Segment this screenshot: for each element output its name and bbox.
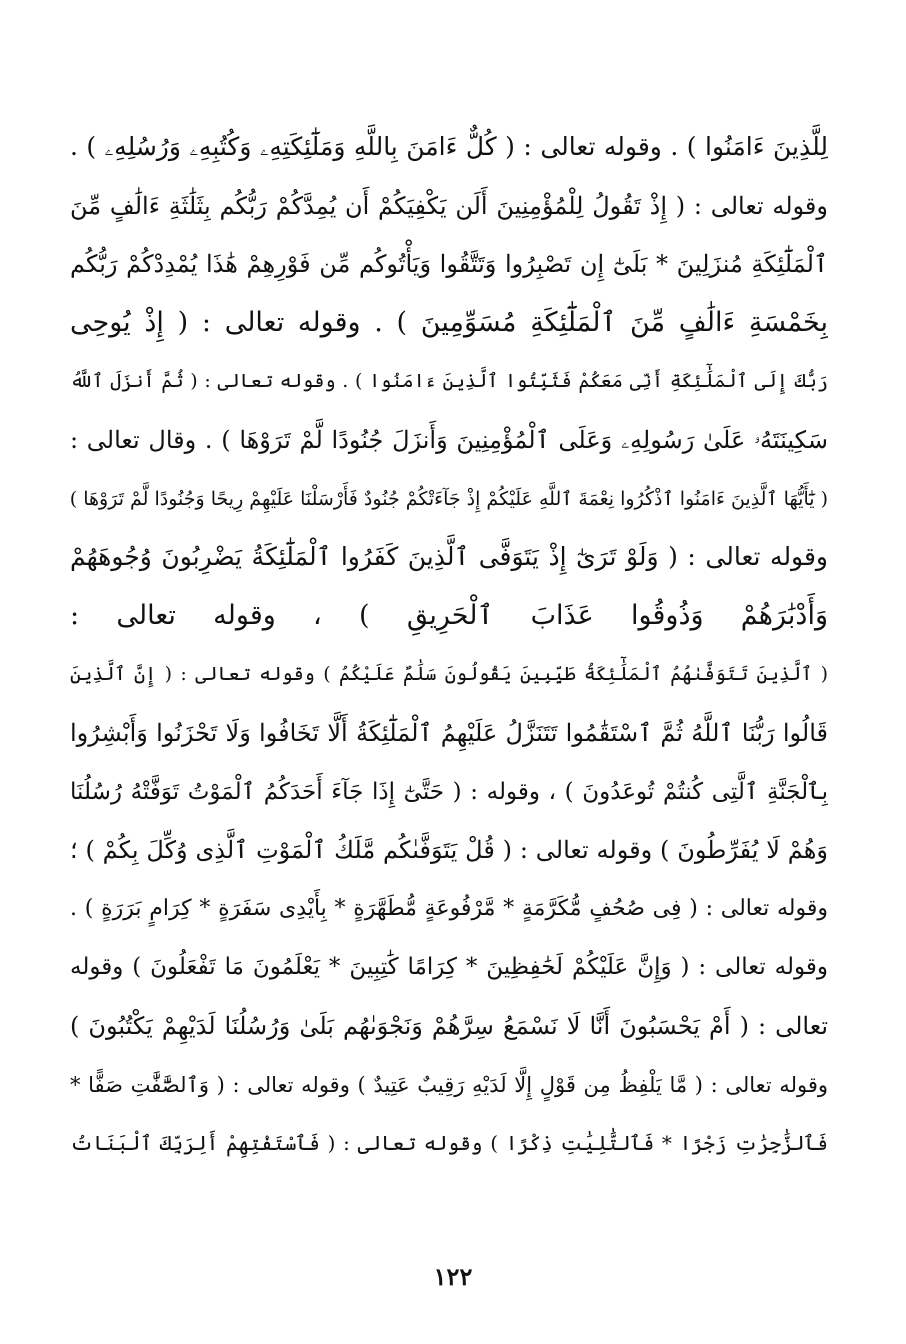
text-line-2: وقوله تعالى : ( إِذْ تَقُولُ لِلْمُؤْمِنِينَ أَلَن يَكْفِيَكُمْ أَن يُمِدَّكُمْ رَبُّكُم بِثَلَٰثَةِ ءَالَٰفٍ مِّنَ [70,191,828,220]
text-line-4: بِخَمْسَةِ ءَالَٰفٍ مِّنَ ٱلْمَلَٰٓئِكَةِ مُسَوِّمِينَ ) . وقوله تعالى : ( إِذْ يُوحِى [70,306,828,338]
page-number: ١٢٢ [433,1262,473,1291]
text-line-3: ٱلْمَلَٰٓئِكَةِ مُنزَلِينَ * بَلَىٰٓ إِن تَصْبِرُوا وَتَتَّقُوا وَيَأْتُوكُم مِّن فَوْرِهِمْ هَٰذَا يُمْدِدْكُمْ رَبُّكُم [70,250,828,279]
text-line-7: ( يَٰٓأَيُّهَا ٱلَّذِينَ ءَامَنُوا ٱذْكُرُوا نِعْمَةَ ٱللَّهِ عَلَيْكُمْ إِذْ جَآءَتْكُمْ جُنُودٌ فَأَرْسَلْنَا عَلَيْهِمْ رِيحًا وَجُنُودًا لَّمْ تَرَوْهَا ) [70,487,828,510]
text-line-12: بِٱلْجَنَّةِ ٱلَّتِى كُنتُمْ تُوعَدُونَ ) ، وقوله : ( حَتَّىٰٓ إِذَا جَآءَ أَحَدَكُمُ ٱلْمَوْتُ تَوَفَّتْهُ رُسُلُنَا [70,778,828,805]
text-line-10: ( ٱلَّذِينَ تَتَوَفَّىٰهُمُ ٱلْمَلَٰٓئِكَةُ طَيِّبِينَ يَقُولُونَ سَلَٰمٌ عَلَيْكُمُ ) وقوله تعالى : ( إِنَّ ٱلَّذِينَ [70,663,828,686]
text-line-6: سَكِينَتَهُۥ عَلَىٰ رَسُولِهِۦ وَعَلَى ٱلْمُؤْمِنِينَ وَأَنزَلَ جُنُودًا لَّمْ تَرَوْهَا ) . وقال تعالى : [70,425,828,454]
text-line-8: وقوله تعالى : ( وَلَوْ تَرَىٰٓ إِذْ يَتَوَفَّى ٱلَّذِينَ كَفَرُوا ٱلْمَلَٰٓئِكَةُ يَضْرِبُونَ وُجُوهَهُمْ [70,542,828,572]
text-line-17: وقوله تعالى : ( مَّا يَلْفِظُ مِن قَوْلٍ إِلَّا لَدَيْهِ رَقِيبٌ عَتِيدٌ ) وقوله تعالى : ( وَٱلصَّٰٓفَّٰتِ صَفًّا * [70,1072,828,1097]
text-line-5: رَبُّكَ إِلَى ٱلْمَلَٰٓئِكَةِ أَنِّى مَعَكُمْ فَثَبِّتُوا ٱلَّذِينَ ءَامَنُوا ) . وقوله تعالى : ( ثُمَّ أَنزَلَ ٱللَّهُ [70,370,828,393]
text-line-9: وَأَدْبَٰرَهُمْ وَذُوقُوا عَذَابَ ٱلْحَرِيقِ ) ، وقوله تعالى : [70,599,828,631]
text-line-14: وقوله تعالى : ( فِى صُحُفٍ مُّكَرَّمَةٍ * مَّرْفُوعَةٍ مُّطَهَّرَةٍ * بِأَيْدِى سَفَرَةٍ * كِرَامٍ بَرَرَةٍ ) . [70,895,828,921]
text-line-15: وقوله تعالى : ( وَإِنَّ عَلَيْكُمْ لَحَٰفِظِينَ * كِرَامًا كَٰتِبِينَ * يَعْلَمُونَ مَا تَفْعَلُونَ ) وقوله [70,954,828,981]
text-line-13: وَهُمْ لَا يُفَرِّطُونَ ) وقوله تعالى : ( قُلْ يَتَوَفَّىٰكُم مَّلَكُ ٱلْمَوْتِ ٱلَّذِى وُكِّلَ بِكُمْ ) ؛ [70,836,828,865]
text-line-1: لِلَّذِينَ ءَامَنُوا ) . وقوله تعالى : ( كُلٌّ ءَامَنَ بِاللَّهِ وَمَلَٰٓئِكَتِهِۦ وَكُتُبِهِۦ وَرُسُلِهِۦ ) . [70,132,828,161]
text-line-18: فَٱلزَّٰجِرَٰتِ زَجْرًا * فَٱلتَّٰلِيَٰتِ ذِكْرًا ) وقوله تعالى : ( فَٱسْتَفْتِهِمْ أَلِرَبِّكَ ٱلْبَنَاتُ [70,1131,828,1156]
text-line-11: قَالُوا رَبُّنَا ٱللَّهُ ثُمَّ ٱسْتَقَٰمُوا تَتَنَزَّلُ عَلَيْهِمُ ٱلْمَلَٰٓئِكَةُ أَلَّا تَخَافُوا وَلَا تَحْزَنُوا وَأَبْشِرُوا [70,718,828,747]
text-line-16: تعالى : ( أَمْ يَحْسَبُونَ أَنَّا لَا نَسْمَعُ سِرَّهُمْ وَنَجْوَىٰهُم بَلَىٰ وَرُسُلُنَا لَدَيْهِمْ يَكْتُبُونَ ) [70,1011,828,1040]
page-body-text [70,118,828,1173]
